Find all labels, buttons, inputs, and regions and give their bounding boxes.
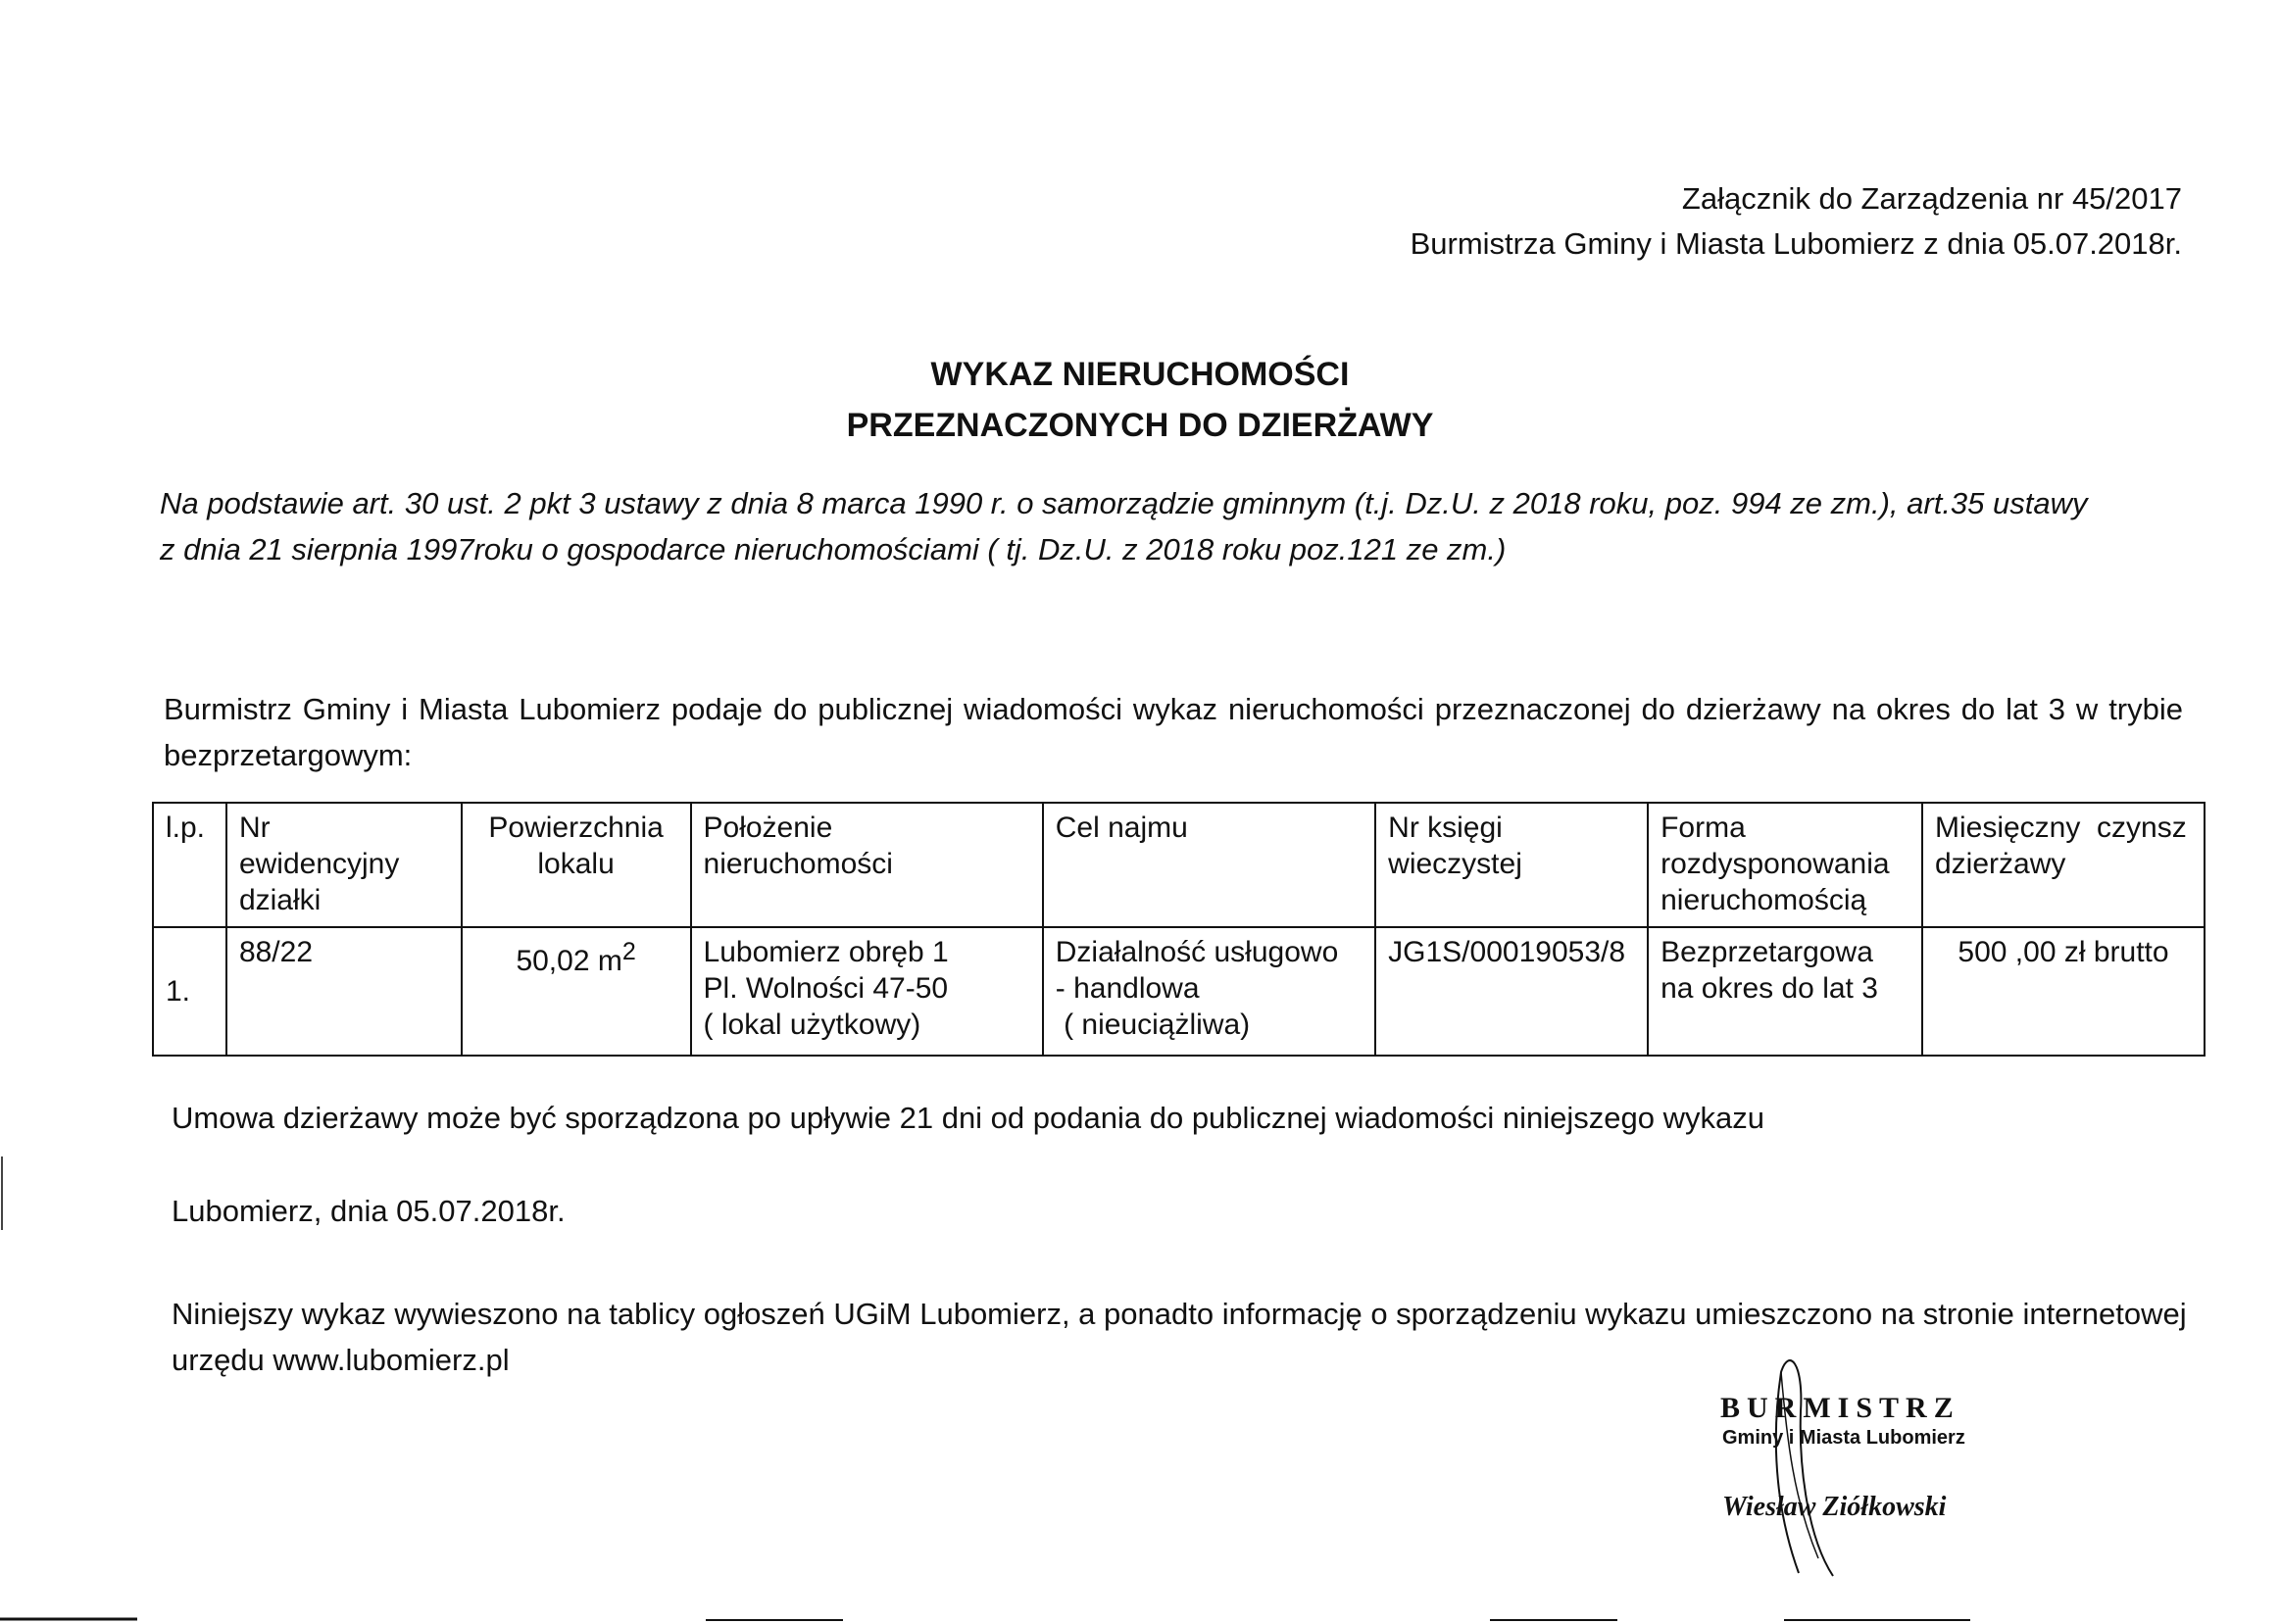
cell-purpose-line1: Działalność usługowo [1055,936,1339,968]
cell-area-unit-exponent: 2 [621,938,636,965]
cell-area-value: 50,02 m [516,945,622,977]
cell-location-line1: Lubomierz obręb 1 [703,936,949,968]
stamp-name: Wiesław Ziółkowski [1722,1492,1947,1522]
publication-note: Niniejszy wykaz wywieszono na tablicy ogłoszeń UGiM Lubomierz, a ponadto informację o sporządzeniu wykazu umieszczono na stronie internetowej urzędu www.lubomierz.pl [172,1297,2187,1377]
header-disposal-form-line2: rozdysponowania [1660,848,1890,880]
cell-location-line3: ( lokal użytkowy) [703,1009,921,1041]
header-plot-number-line1: Nr [238,812,271,844]
header-disposal-form-line1: Forma [1660,812,1746,844]
cell-lp-value: 1. [166,975,191,1008]
cell-monthly-rent-value: 500 ,00 zł brutto [1958,936,2169,968]
header-land-register-line1: Nr księgi [1388,812,1503,844]
legal-basis-line2: z dnia 21 sierpnia 1997roku o gospodarce nieruchomościami ( tj. Dz.U. z 2018 roku poz.121 ze zm.) [160,532,1507,566]
lease-note: Umowa dzierżawy może być sporządzona po upływie 21 dni od podania do publicznej wiadomości niniejszego wykazu [172,1101,1764,1135]
header-land-register-line2: wieczystej [1388,848,1522,880]
intro-paragraph: Burmistrz Gminy i Miasta Lubomierz podaje do publicznej wiadomości wykaz nieruchomości przeznaczonej do dzierżawy na okres do lat 3 w trybie bezprzetargowym: [164,692,2183,772]
header-location-line2: nieruchomości [703,848,893,880]
document-title-line1: WYKAZ NIERUCHOMOŚCI [930,356,1350,393]
cell-purpose-line2: - handlowa [1055,972,1200,1005]
cell-disposal-form-line2: na okres do lat 3 [1660,972,1878,1005]
place-and-date: Lubomierz, dnia 05.07.2018r. [172,1194,566,1228]
stamp-title: BURMISTRZ [1720,1392,1960,1424]
cell-location-line2: Pl. Wolności 47-50 [703,972,949,1005]
header-lp-label: l.p. [166,812,206,844]
cell-disposal-form-line1: Bezprzetargowa [1660,936,1873,968]
document-title-line2: PRZEZNACZONYCH DO DZIERŻAWY [846,407,1434,444]
header-monthly-rent-line1: Miesięczny czynsz [1934,812,2187,844]
attachment-reference-line1: Załącznik do Zarządzenia nr 45/2017 [1681,181,2182,216]
cell-land-register-value: JG1S/00019053/8 [1388,936,1626,968]
header-area-line2: lokalu [537,848,615,880]
header-purpose-label: Cel najmu [1055,812,1188,844]
stamp-subtitle: Gminy i Miasta Lubomierz [1722,1427,1965,1449]
header-plot-number-line3: działki [238,884,322,916]
legal-basis-line1: Na podstawie art. 30 ust. 2 pkt 3 ustawy z dnia 8 marca 1990 r. o samorządzie gminnym (t.j. Dz.U. z 2018 roku, poz. 994 ze zm.), art.35 ustawy [160,486,2088,520]
cell-purpose-line3: ( nieuciążliwa) [1055,1009,1251,1041]
cell-plot-number-value: 88/22 [238,936,314,968]
attachment-reference-line2: Burmistrza Gminy i Miasta Lubomierz z dnia 05.07.2018r. [1410,226,2182,261]
header-plot-number-line2: ewidencyjny [238,848,400,880]
header-disposal-form-line3: nieruchomością [1660,884,1867,916]
header-monthly-rent-line2: dzierżawy [1934,848,2066,880]
header-area-line1: Powierzchnia [488,812,664,844]
header-location-line1: Położenie [703,812,833,844]
